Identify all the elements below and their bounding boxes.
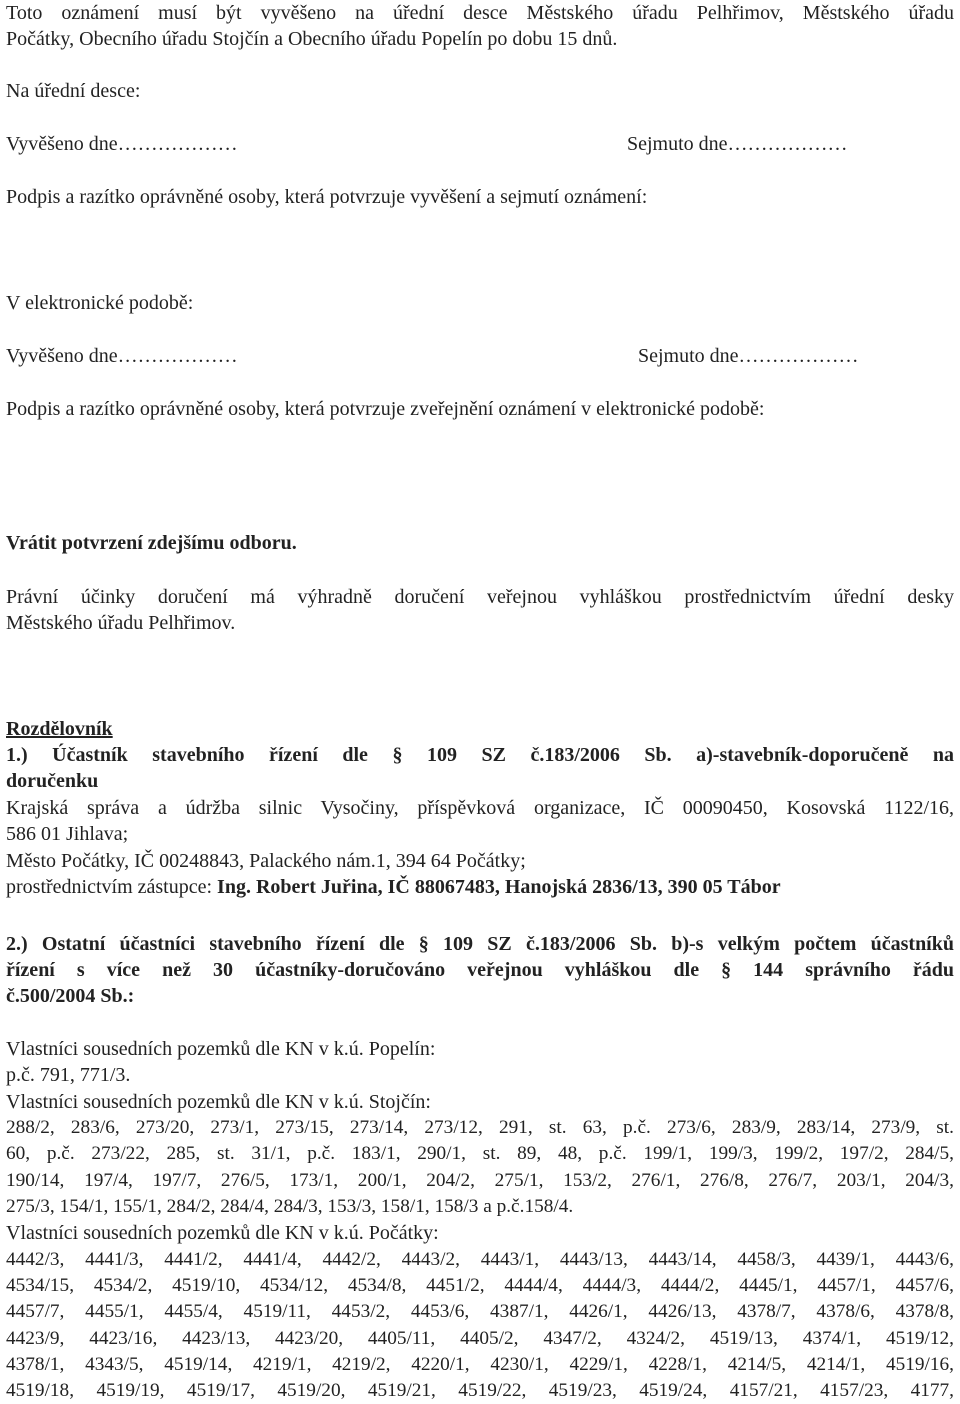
distribution-heading: Rozdělovník [6, 718, 113, 740]
section1-title-line-1: 1.) Účastník stavebního řízení dle § 109 SZ č.183/2006 Sb. a)-stavebník-doporučeně na [6, 744, 954, 766]
pocatky-parcels-line: 4534/15, 4534/2, 4519/10, 4534/12, 4534/8, 4451/2, 4444/4, 4444/3, 4444/2, 4445/1, 4457/1, 4457/6, [6, 1275, 954, 1296]
section2-title-line-3: č.500/2004 Sb.: [6, 985, 135, 1007]
pocatky-parcels-line: 4378/1, 4343/5, 4519/14, 4219/1, 4219/2, 4220/1, 4230/1, 4229/1, 4228/1, 4214/5, 4214/1, 4519/16, [6, 1354, 954, 1375]
stojcin-parcels-line: 275/3, 154/1, 155/1, 284/2, 284/4, 284/3, 153/3, 158/1, 158/3 a p.č.158/4. [6, 1196, 574, 1217]
pocatky-parcels-line: 4423/9, 4423/16, 4423/13, 4423/20, 4405/11, 4405/2, 4347/2, 4324/2, 4519/13, 4374/1, 4519/12, [6, 1328, 954, 1349]
pocatky-heading: Vlastníci sousedních pozemků dle KN v k.ú. Počátky: [6, 1222, 439, 1244]
legal-effect-line-2: Městského úřadu Pelhřimov. [6, 612, 236, 634]
board-removed-date: Sejmuto dne……………… [627, 133, 848, 155]
stojcin-heading: Vlastníci sousedních pozemků dle KN v k.ú. Stojčín: [6, 1091, 431, 1113]
electronic-signature-label: Podpis a razítko oprávněné osoby, která potvrzuje zveřejnění oznámení v elektronické podobě: [6, 398, 765, 420]
pocatky-parcels-line: 4457/7, 4455/1, 4455/4, 4519/11, 4453/2, 4453/6, 4387/1, 4426/1, 4426/13, 4378/7, 4378/6, 4378/8, [6, 1301, 954, 1322]
section1-entry3-prefix: prostřednictvím zástupce: [6, 876, 218, 898]
pocatky-parcels-line: 4519/18, 4519/19, 4519/17, 4519/20, 4519/21, 4519/22, 4519/23, 4519/24, 4157/21, 4157/23, 4177, [6, 1380, 954, 1401]
electronic-removed-date: Sejmuto dne……………… [638, 345, 859, 367]
pocatky-parcels-line: 4442/3, 4441/3, 4441/2, 4441/4, 4442/2, 4443/2, 4443/1, 4443/13, 4443/14, 4458/3, 4439/1, 4443/6, [6, 1249, 954, 1270]
section1-entry3 [6, 874, 781, 900]
notice-line-1: Toto oznámení musí být vyvěšeno na úřední desce Městského úřadu Pelhřimov, Městského úřadu [6, 2, 954, 24]
electronic-posted-date: Vyvěšeno dne……………… [6, 345, 238, 367]
popelin-heading: Vlastníci sousedních pozemků dle KN v k.ú. Popelín: [6, 1038, 436, 1060]
section2-title-line-1: 2.) Ostatní účastníci stavebního řízení dle § 109 SZ č.183/2006 Sb. b)-s velkým počtem účastníků [6, 933, 954, 955]
stojcin-parcels-line: 190/14, 197/4, 197/7, 276/5, 173/1, 200/1, 204/2, 275/1, 153/2, 276/1, 276/8, 276/7, 203/1, 204/3, [6, 1170, 954, 1191]
notice-line-2: Počátky, Obecního úřadu Stojčín a Obecního úřadu Popelín po dobu 15 dnů. [6, 28, 618, 50]
section1-title-line-2: doručenku [6, 770, 99, 792]
section1-entry3-representative: Ing. Robert Juřina, IČ 88067483, Hanojská 2836/13, 390 05 Tábor [217, 876, 781, 898]
stojcin-parcels-line: 288/2, 283/6, 273/20, 273/1, 273/15, 273/14, 273/12, 291, st. 63, p.č. 273/6, 283/9, 283/14, 273/9, st. [6, 1117, 954, 1138]
section1-entry1-line-2: 586 01 Jihlava; [6, 823, 129, 845]
electronic-heading: V elektronické podobě: [6, 292, 194, 314]
section1-entry2: Město Počátky, IČ 00248843, Palackého nám.1, 394 64 Počátky; [6, 850, 526, 872]
stojcin-parcels-line: 60, p.č. 273/22, 285, st. 31/1, p.č. 183/1, 290/1, st. 89, 48, p.č. 199/1, 199/3, 199/2, 197/2, 284/5, [6, 1143, 954, 1164]
section2-title-line-2: řízení s více než 30 účastníky-doručováno veřejnou vyhláškou dle § 144 správního řádu [6, 959, 954, 981]
board-posted-date: Vyvěšeno dne……………… [6, 133, 238, 155]
popelin-parcels: p.č. 791, 771/3. [6, 1064, 131, 1086]
board-signature-label: Podpis a razítko oprávněné osoby, která potvrzuje vyvěšení a sejmutí oznámení: [6, 186, 648, 208]
section1-entry1-line-1: Krajská správa a údržba silnic Vysočiny, příspěvková organizace, IČ 00090450, Kosovská 1122/16, [6, 797, 954, 819]
board-heading: Na úřední desce: [6, 80, 141, 102]
return-note: Vrátit potvrzení zdejšímu odboru. [6, 532, 297, 554]
legal-effect-line-1: Právní účinky doručení má výhradně doručení veřejnou vyhláškou prostřednictvím úřední desky [6, 586, 954, 608]
